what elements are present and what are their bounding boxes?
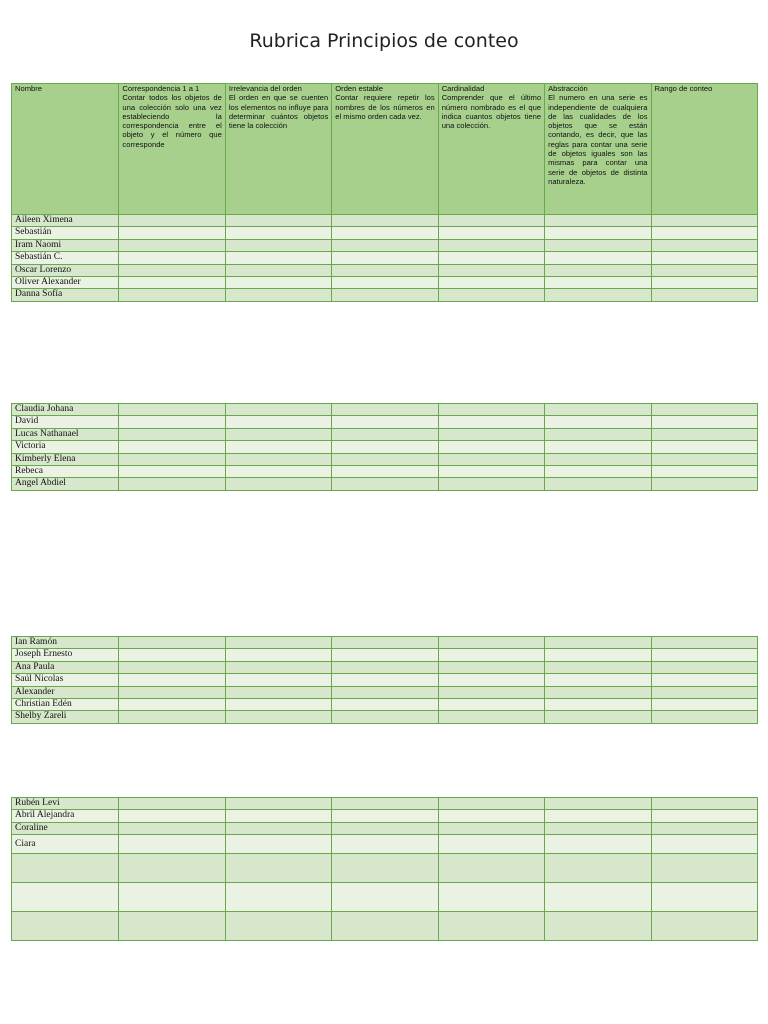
table-row (12, 428, 758, 440)
score-cell[interactable] (225, 822, 331, 834)
score-cell[interactable] (225, 215, 331, 227)
score-cell[interactable] (438, 637, 544, 649)
score-cell[interactable] (545, 649, 651, 661)
score-cell[interactable] (119, 649, 225, 661)
score-cell[interactable] (651, 674, 757, 686)
score-cell[interactable] (332, 227, 438, 239)
score-cell[interactable] (545, 276, 651, 288)
score-cell[interactable] (651, 883, 757, 912)
score-cell[interactable] (651, 637, 757, 649)
score-cell[interactable] (119, 416, 225, 428)
score-cell[interactable] (545, 711, 651, 723)
score-cell[interactable] (119, 854, 225, 883)
score-cell[interactable] (119, 264, 225, 276)
score-cell[interactable] (545, 453, 651, 465)
page-title: Rubrica Principios de conteo (249, 30, 519, 52)
score-cell[interactable] (651, 453, 757, 465)
score-cell[interactable] (438, 215, 544, 227)
score-cell[interactable] (545, 264, 651, 276)
header-orden-estable: Orden estable Contar requiere repetir los nombres de los números en el mismo orden cada vez. (332, 84, 438, 215)
score-cell[interactable] (332, 289, 438, 301)
score-cell[interactable] (332, 404, 438, 416)
student-name: Christian Edén (12, 698, 119, 710)
score-cell[interactable] (332, 798, 438, 810)
score-cell[interactable] (438, 649, 544, 661)
student-name: David (12, 416, 119, 428)
student-name (12, 854, 119, 883)
score-cell[interactable] (545, 661, 651, 673)
score-cell[interactable] (332, 453, 438, 465)
score-cell[interactable] (225, 239, 331, 251)
score-cell[interactable] (225, 835, 331, 854)
score-cell[interactable] (651, 441, 757, 453)
score-cell[interactable] (225, 227, 331, 239)
student-name: Oliver Alexander (12, 276, 119, 288)
score-cell[interactable] (545, 465, 651, 477)
table-row (12, 649, 758, 661)
score-cell[interactable] (545, 215, 651, 227)
score-cell[interactable] (545, 252, 651, 264)
score-cell[interactable] (119, 239, 225, 251)
student-name: Victoria (12, 441, 119, 453)
score-cell[interactable] (438, 478, 544, 490)
student-name: Ciara (12, 835, 119, 854)
score-cell[interactable] (545, 441, 651, 453)
score-cell[interactable] (225, 698, 331, 710)
score-cell[interactable] (545, 835, 651, 854)
table-row (12, 854, 758, 883)
score-cell[interactable] (651, 711, 757, 723)
score-cell[interactable] (545, 798, 651, 810)
score-cell[interactable] (438, 428, 544, 440)
score-cell[interactable] (545, 810, 651, 822)
score-cell[interactable] (225, 686, 331, 698)
score-cell[interactable] (438, 674, 544, 686)
header-row (12, 84, 758, 215)
table-row (12, 711, 758, 723)
score-cell[interactable] (545, 428, 651, 440)
score-cell[interactable] (332, 428, 438, 440)
score-cell[interactable] (332, 441, 438, 453)
table-row (12, 835, 758, 854)
score-cell[interactable] (332, 686, 438, 698)
score-cell[interactable] (119, 883, 225, 912)
score-cell[interactable] (438, 404, 544, 416)
header-nombre: Nombre (12, 84, 119, 215)
score-cell[interactable] (332, 854, 438, 883)
score-cell[interactable] (332, 912, 438, 941)
score-cell[interactable] (119, 465, 225, 477)
score-cell[interactable] (438, 661, 544, 673)
score-cell[interactable] (225, 428, 331, 440)
score-cell[interactable] (438, 289, 544, 301)
score-cell[interactable] (332, 478, 438, 490)
table-row (12, 404, 758, 416)
table-row (12, 912, 758, 941)
student-name: Saúl Nicolas (12, 674, 119, 686)
table-row (12, 674, 758, 686)
table-row (12, 798, 758, 810)
rubric-table-2 (11, 403, 758, 491)
rubric-table-4 (11, 797, 758, 941)
score-cell[interactable] (225, 264, 331, 276)
table-row (12, 465, 758, 477)
score-cell[interactable] (119, 404, 225, 416)
table-row (12, 227, 758, 239)
score-cell[interactable] (651, 428, 757, 440)
score-cell[interactable] (651, 822, 757, 834)
score-cell[interactable] (438, 912, 544, 941)
score-cell[interactable] (438, 810, 544, 822)
table-row (12, 453, 758, 465)
score-cell[interactable] (119, 835, 225, 854)
student-name: Claudia Johana (12, 404, 119, 416)
score-cell[interactable] (438, 686, 544, 698)
student-name: Sebastián (12, 227, 119, 239)
score-cell[interactable] (119, 912, 225, 941)
score-cell[interactable] (332, 822, 438, 834)
table-row (12, 215, 758, 227)
score-cell[interactable] (332, 883, 438, 912)
rubric-table-1 (11, 83, 758, 302)
score-cell[interactable] (438, 711, 544, 723)
score-cell[interactable] (545, 854, 651, 883)
score-cell[interactable] (651, 698, 757, 710)
score-cell[interactable] (438, 822, 544, 834)
score-cell[interactable] (545, 404, 651, 416)
score-cell[interactable] (332, 698, 438, 710)
score-cell[interactable] (651, 798, 757, 810)
score-cell[interactable] (332, 276, 438, 288)
score-cell[interactable] (332, 835, 438, 854)
score-cell[interactable] (119, 698, 225, 710)
score-cell[interactable] (225, 416, 331, 428)
score-cell[interactable] (332, 674, 438, 686)
table-row (12, 698, 758, 710)
score-cell[interactable] (225, 276, 331, 288)
score-cell[interactable] (651, 276, 757, 288)
score-cell[interactable] (651, 264, 757, 276)
table-row (12, 264, 758, 276)
score-cell[interactable] (651, 239, 757, 251)
score-cell[interactable] (438, 227, 544, 239)
table-row (12, 289, 758, 301)
score-cell[interactable] (438, 835, 544, 854)
score-cell[interactable] (651, 215, 757, 227)
score-cell[interactable] (225, 810, 331, 822)
score-cell[interactable] (651, 465, 757, 477)
score-cell[interactable] (225, 465, 331, 477)
student-name: Lucas Nathanael (12, 428, 119, 440)
header-correspondencia: Correspondencia 1 a 1 Contar todos los objetos de una colección solo una vez estableciendo la correspondencia entre el objeto y el número que corresponde (119, 84, 225, 215)
score-cell[interactable] (332, 264, 438, 276)
score-cell[interactable] (545, 883, 651, 912)
student-name: Alexander (12, 686, 119, 698)
score-cell[interactable] (332, 661, 438, 673)
score-cell[interactable] (225, 674, 331, 686)
student-name: Rubén Levi (12, 798, 119, 810)
score-cell[interactable] (438, 264, 544, 276)
score-cell[interactable] (438, 465, 544, 477)
student-name: Ian Ramón (12, 637, 119, 649)
score-cell[interactable] (438, 276, 544, 288)
table-row (12, 661, 758, 673)
student-name: Iram Naomi (12, 239, 119, 251)
table-row (12, 276, 758, 288)
score-cell[interactable] (651, 649, 757, 661)
score-cell[interactable] (438, 698, 544, 710)
score-cell[interactable] (332, 711, 438, 723)
rubric-table-3 (11, 636, 758, 724)
score-cell[interactable] (651, 661, 757, 673)
score-cell[interactable] (332, 416, 438, 428)
score-cell[interactable] (225, 649, 331, 661)
table-row (12, 686, 758, 698)
student-name: Rebeca (12, 465, 119, 477)
score-cell[interactable] (651, 416, 757, 428)
score-cell[interactable] (119, 478, 225, 490)
score-cell[interactable] (119, 661, 225, 673)
score-cell[interactable] (225, 453, 331, 465)
score-cell[interactable] (651, 854, 757, 883)
score-cell[interactable] (119, 453, 225, 465)
student-name (12, 912, 119, 941)
score-cell[interactable] (119, 289, 225, 301)
score-cell[interactable] (225, 912, 331, 941)
score-cell[interactable] (545, 698, 651, 710)
table-row (12, 239, 758, 251)
score-cell[interactable] (545, 686, 651, 698)
table-row (12, 822, 758, 834)
score-cell[interactable] (119, 798, 225, 810)
score-cell[interactable] (651, 810, 757, 822)
score-cell[interactable] (438, 416, 544, 428)
score-cell[interactable] (332, 810, 438, 822)
student-name: Joseph Ernesto (12, 649, 119, 661)
score-cell[interactable] (225, 798, 331, 810)
score-cell[interactable] (545, 289, 651, 301)
score-cell[interactable] (225, 404, 331, 416)
student-name: Abril Alejandra (12, 810, 119, 822)
header-cardinalidad: Cardinalidad Comprender que el último número nombrado es el que indica cuantos objetos tiene una colección. (438, 84, 544, 215)
score-cell[interactable] (119, 822, 225, 834)
student-name (12, 883, 119, 912)
score-cell[interactable] (119, 711, 225, 723)
student-name: Aileen Ximena (12, 215, 119, 227)
score-cell[interactable] (545, 239, 651, 251)
table-row (12, 810, 758, 822)
score-cell[interactable] (651, 912, 757, 941)
score-cell[interactable] (332, 239, 438, 251)
score-cell[interactable] (545, 637, 651, 649)
score-cell[interactable] (545, 478, 651, 490)
header-abstraccion: Abstracción El numero en una serie es independiente de cualquiera de las cualidades de los objetos que se están contando, es decir, que las reglas para contar una serie de objetos iguales son las mismas para contar una serie de objetos de distinta naturaleza. (545, 84, 651, 215)
student-name: Ana Paula (12, 661, 119, 673)
score-cell[interactable] (545, 822, 651, 834)
score-cell[interactable] (438, 798, 544, 810)
score-cell[interactable] (119, 441, 225, 453)
student-name: Danna Sofía (12, 289, 119, 301)
score-cell[interactable] (651, 686, 757, 698)
score-cell[interactable] (332, 649, 438, 661)
score-cell[interactable] (438, 453, 544, 465)
score-cell[interactable] (225, 854, 331, 883)
score-cell[interactable] (438, 239, 544, 251)
table-row (12, 252, 758, 264)
score-cell[interactable] (119, 428, 225, 440)
table-row (12, 416, 758, 428)
student-name: Oscar Lorenzo (12, 264, 119, 276)
score-cell[interactable] (119, 810, 225, 822)
score-cell[interactable] (225, 661, 331, 673)
score-cell[interactable] (332, 252, 438, 264)
score-cell[interactable] (545, 674, 651, 686)
score-cell[interactable] (119, 215, 225, 227)
student-name: Coraline (12, 822, 119, 834)
score-cell[interactable] (651, 252, 757, 264)
score-cell[interactable] (651, 404, 757, 416)
score-cell[interactable] (651, 227, 757, 239)
score-cell[interactable] (225, 289, 331, 301)
student-name: Sebastián C. (12, 252, 119, 264)
table-row (12, 637, 758, 649)
score-cell[interactable] (438, 854, 544, 883)
score-cell[interactable] (438, 441, 544, 453)
score-cell[interactable] (225, 711, 331, 723)
table-row (12, 478, 758, 490)
score-cell[interactable] (651, 835, 757, 854)
score-cell[interactable] (225, 441, 331, 453)
header-irrelevancia: Irrelevancia del orden El orden en que se cuenten los elementos no influye para determinar cuántos objetos tiene la colección (225, 84, 331, 215)
score-cell[interactable] (225, 252, 331, 264)
score-cell[interactable] (332, 637, 438, 649)
score-cell[interactable] (119, 276, 225, 288)
score-cell[interactable] (119, 252, 225, 264)
score-cell[interactable] (438, 252, 544, 264)
score-cell[interactable] (225, 883, 331, 912)
student-name: Shelby Zareli (12, 711, 119, 723)
score-cell[interactable] (545, 227, 651, 239)
score-cell[interactable] (225, 478, 331, 490)
score-cell[interactable] (119, 227, 225, 239)
score-cell[interactable] (545, 912, 651, 941)
score-cell[interactable] (438, 883, 544, 912)
score-cell[interactable] (119, 637, 225, 649)
header-rango: Rango de conteo (651, 84, 757, 215)
score-cell[interactable] (225, 637, 331, 649)
score-cell[interactable] (651, 289, 757, 301)
table-row (12, 441, 758, 453)
score-cell[interactable] (332, 215, 438, 227)
score-cell[interactable] (332, 465, 438, 477)
score-cell[interactable] (545, 416, 651, 428)
student-name: Kimberly Elena (12, 453, 119, 465)
table-row (12, 883, 758, 912)
score-cell[interactable] (119, 674, 225, 686)
score-cell[interactable] (119, 686, 225, 698)
student-name: Angel Abdiel (12, 478, 119, 490)
score-cell[interactable] (651, 478, 757, 490)
